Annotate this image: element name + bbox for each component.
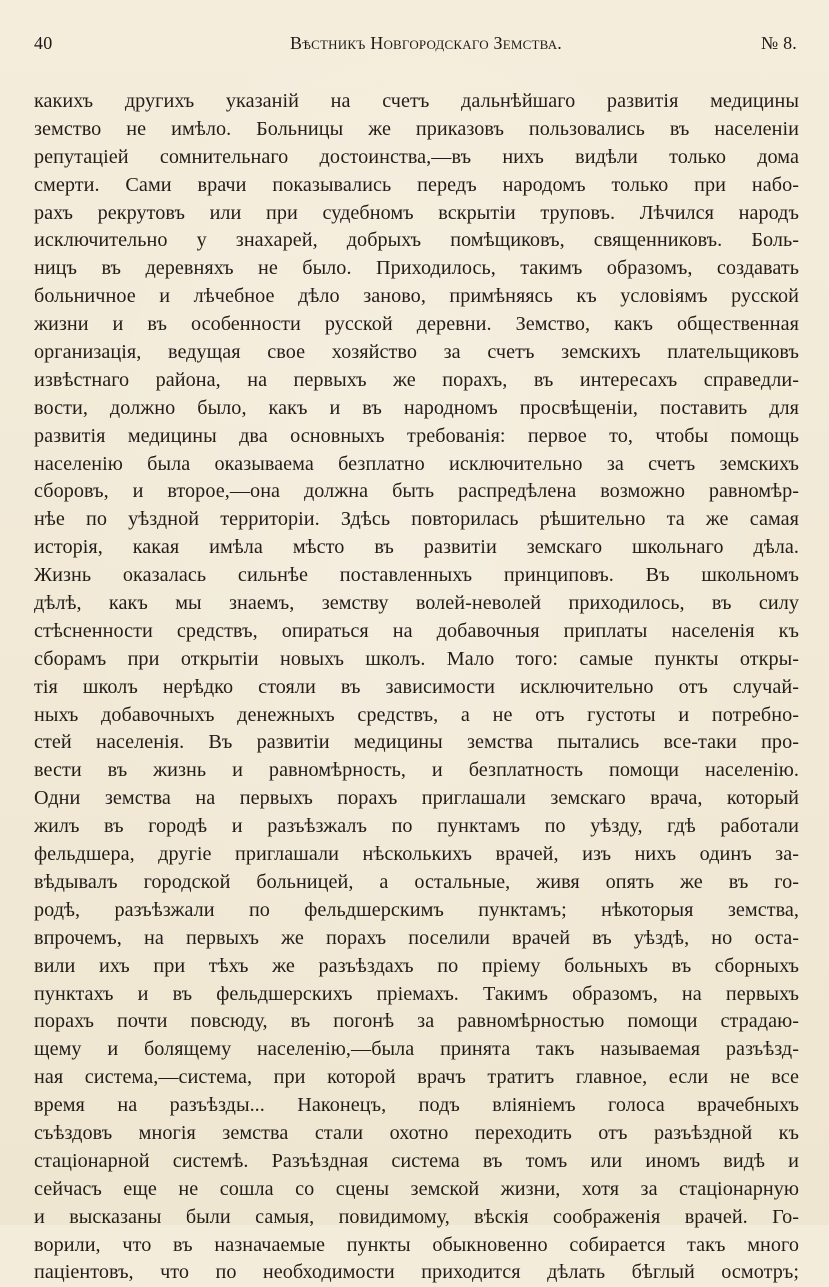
text-line: ныхъ добавочныхъ денежныхъ средствъ, а не отъ густоты и потребно- [34, 703, 799, 726]
text-line: родѣ, разъѣзжали по фельдшерскимъ пунктамъ; нѣкоторыя земства, [34, 898, 799, 921]
text-line: паціентовъ, что по необходимости приходится дѣлать бѣглый осмотръ; [34, 1261, 799, 1284]
text-line: щему и болящему населенію,—была принята такъ называемая разъѣзд- [34, 1038, 799, 1061]
text-line: сейчасъ еще не сошла со сцены земской жизни, хотя за стаціонарную [34, 1177, 799, 1200]
text-line: ницъ въ деревняхъ не было. Приходилось, такимъ образомъ, создавать [34, 257, 799, 280]
text-line: рахъ рекрутовъ или при судебномъ вскрытіи труповъ. Лѣчился народъ [34, 201, 799, 224]
text-line: пунктахъ и въ фельдшерскихъ пріемахъ. Такимъ образомъ, на первыхъ [34, 982, 799, 1005]
text-line: стаціонарной системѣ. Разъѣздная система въ томъ или иномъ видѣ и [34, 1149, 799, 1172]
text-line: Жизнь оказалась сильнѣе поставленныхъ принциповъ. Въ школьномъ [34, 564, 799, 587]
text-line: организація, ведущая свое хозяйство за счетъ земскихъ плательщиковъ [34, 341, 799, 364]
text-line: жизни и въ особенности русской деревни. Земство, какъ общественная [34, 313, 799, 336]
text-line: и высказаны были самыя, повидимому, вѣскія соображенія врачей. Го- [34, 1205, 799, 1228]
text-line: вили ихъ при тѣхъ же разъѣздахъ по пріему больныхъ въ сборныхъ [34, 954, 799, 977]
text-line: сборовъ, и второе,—она должна быть распредѣлена возможно равномѣр- [34, 480, 799, 503]
text-line: время на разъѣзды... Наконецъ, подъ вліяніемъ голоса врачебныхъ [34, 1094, 799, 1117]
text-line: исключительно у знахарей, добрыхъ помѣщиковъ, священниковъ. Боль- [34, 229, 799, 252]
text-line: тія школъ нерѣдко стояли въ зависимости исключительно отъ случай- [34, 675, 799, 698]
text-line: какихъ другихъ указаній на счетъ дальнѣйшаго развитія медицины [34, 90, 799, 112]
text-line: порахъ почти повсюду, въ погонѣ за равномѣрностью помощи страдаю- [34, 1010, 799, 1033]
text-line: вести въ жизнь и равномѣрность, и безплатность помощи населенію. [34, 759, 799, 782]
text-line: репутаціей сомнительнаго достоинства,—въ нихъ видѣли только дома [34, 145, 799, 168]
text-line: стей населенія. Въ развитіи медицины земства пытались все-таки про- [34, 731, 799, 754]
body-text [34, 88, 799, 1287]
page-number: 40 [34, 33, 53, 53]
text-line: населенію была оказываема безплатно исключительно за счетъ земскихъ [34, 452, 799, 475]
issue-number: № 8. [761, 33, 797, 53]
text-line: Одни земства на первыхъ порахъ приглашали земскаго врача, который [34, 787, 799, 810]
page-header [34, 33, 797, 59]
text-line: ная система,—система, при которой врачъ тратитъ главное, если не все [34, 1066, 799, 1089]
text-line: больничное и лѣчебное дѣло заново, примѣняясь къ условіямъ русской [34, 285, 799, 308]
running-title: Вѣстникъ Новгородскаго Земства. [290, 33, 562, 53]
text-line: исторія, какая имѣла мѣсто въ развитіи земскаго школьнаго дѣла. [34, 536, 799, 559]
text-line: жилъ въ городѣ и разъѣзжалъ по пунктамъ по уѣзду, гдѣ работали [34, 815, 799, 838]
text-line: впрочемъ, на первыхъ же порахъ поселили врачей въ уѣздѣ, но оста- [34, 926, 799, 949]
text-line: дѣлѣ, какъ мы знаемъ, земству волей-неволей приходилось, въ силу [34, 592, 799, 615]
text-line: фельдшера, другіе приглашали нѣсколькихъ врачей, изъ нихъ одинъ за- [34, 843, 799, 866]
text-line: смерти. Сами врачи показывались передъ народомъ только при набо- [34, 173, 799, 196]
text-line: ворили, что въ назначаемые пункты обыкновенно собирается такъ много [34, 1233, 799, 1256]
text-line: нѣе по уѣздной территоріи. Здѣсь повторилась рѣшительно та же самая [34, 508, 799, 531]
text-line: развитія медицины два основныхъ требованія: первое то, чтобы помощь [34, 424, 799, 447]
text-line: земство не имѣло. Больницы же приказовъ пользовались въ населеніи [34, 117, 799, 140]
text-line: стѣсненности средствъ, опираться на добавочныя приплаты населенія къ [34, 619, 799, 642]
text-line: вѣдывалъ городской больницей, а остальные, живя опять же въ го- [34, 870, 799, 893]
text-line: съѣздовъ многія земства стали охотно переходить отъ разъѣздной къ [34, 1121, 799, 1144]
text-line: вости, должно было, какъ и въ народномъ просвѣщеніи, поставить для [34, 396, 799, 419]
text-line: сборамъ при открытіи новыхъ школъ. Мало того: самые пункты откры- [34, 647, 799, 670]
text-line: извѣстнаго района, на первыхъ же порахъ, въ интересахъ справедли- [34, 368, 799, 391]
